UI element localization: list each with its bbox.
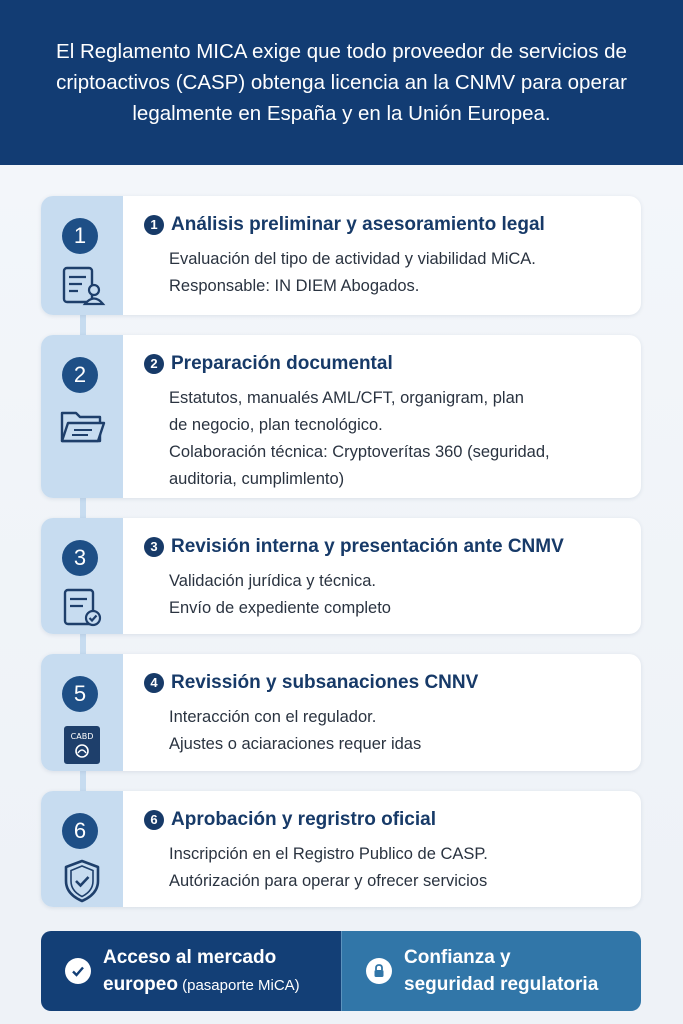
benefit-trust (341, 931, 641, 1011)
step-badge: 1 (144, 215, 164, 235)
step-number: 5 (62, 676, 98, 712)
step-card-2 (41, 335, 641, 498)
cnmv-badge-text: CABD (70, 732, 94, 741)
benefit-line: Confianza y (404, 947, 511, 968)
benefit-line: europeo (103, 973, 178, 995)
step-badge: 2 (144, 354, 164, 374)
step-description (169, 568, 621, 622)
step-line: Inscripción en el Registro Publico de CASP. (169, 845, 488, 863)
intro-banner (0, 0, 683, 165)
step-line: Ajustes o aciaraciones requer idas (169, 735, 422, 753)
step-line: Responsable: IN DIEM Abogados. (169, 277, 420, 295)
step-connector (80, 634, 86, 654)
step-title (144, 353, 393, 375)
step-title (144, 214, 545, 236)
step-side-panel (41, 791, 123, 907)
step-title-text: Preparación documental (171, 353, 393, 374)
benefit-note: (pasaporte MiCA) (177, 976, 300, 994)
step-card-4 (41, 654, 641, 771)
step-title (144, 672, 478, 694)
step-connector (80, 315, 86, 335)
step-line: Autórización para operar y ofrecer servicios (169, 872, 488, 890)
step-number: 2 (62, 357, 98, 393)
step-title-text: Revisión interna y presentación ante CNMV (171, 536, 564, 557)
step-connector (80, 771, 86, 791)
step-number: 1 (62, 218, 98, 254)
process-steps (0, 165, 683, 925)
step-line: Validación jurídica y técnica. (169, 572, 376, 590)
check-circle-icon (65, 958, 91, 984)
step-line: auditoria, cumplimlento) (169, 470, 345, 488)
step-badge: 6 (144, 810, 164, 830)
step-title (144, 536, 564, 558)
benefits-footer (41, 931, 641, 1011)
document-check-icon (58, 584, 106, 632)
step-line: Colaboración técnica: Cryptoverítas 360 (seguridad, (169, 443, 550, 461)
benefit-line: seguridad regulatoria (404, 974, 599, 995)
step-line: Envío de expediente completo (169, 599, 391, 617)
benefit-line: Acceso al mercado (103, 946, 277, 968)
step-title-text: Revissión y subsanaciones CNNV (171, 672, 479, 693)
step-description (169, 246, 621, 300)
step-side-panel (41, 335, 123, 498)
step-description (169, 385, 621, 493)
step-card-3 (41, 518, 641, 634)
step-connector (80, 498, 86, 518)
step-line: Interacción con el regulador. (169, 708, 377, 726)
benefit-text (404, 944, 598, 998)
folder-icon (58, 401, 106, 449)
step-side-panel (41, 518, 123, 634)
step-title-text: Análisis preliminar y asesoramiento legal (171, 214, 545, 235)
intro-text: El Reglamento MICA exige que todo proveedor de servicios de criptoactivos (CASP) obtenga licencia an la CNMV para operar legalmente en España y en la Unión Europea. (56, 40, 627, 125)
step-description (169, 704, 621, 758)
lock-icon (366, 958, 392, 984)
benefit-market-access (41, 931, 341, 1011)
step-card-5 (41, 791, 641, 907)
benefit-text (103, 944, 300, 999)
step-badge: 3 (144, 537, 164, 557)
step-line: Evaluación del tipo de actividad y viabilidad MiCA. (169, 250, 536, 268)
step-badge: 4 (144, 673, 164, 693)
step-side-panel (41, 196, 123, 315)
cnmv-badge-icon (58, 720, 106, 768)
step-description (169, 841, 621, 895)
step-number: 3 (62, 540, 98, 576)
shield-check-icon (58, 857, 106, 905)
step-side-panel (41, 654, 123, 771)
step-line: de negocio, plan tecnológico. (169, 416, 383, 434)
step-number: 6 (62, 813, 98, 849)
step-title-text: Aprobación y regristro oficial (171, 809, 436, 830)
step-title (144, 809, 436, 831)
step-card-1 (41, 196, 641, 315)
step-line: Estatutos, manualés AML/CFT, organigram, plan (169, 389, 524, 407)
document-user-icon (58, 262, 106, 310)
